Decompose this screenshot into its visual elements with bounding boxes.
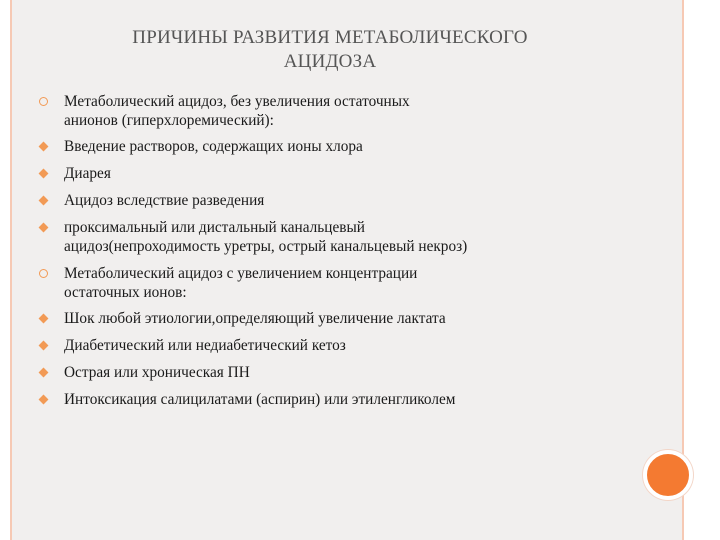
diamond-bullet-icon	[39, 395, 49, 405]
diamond-bullet-icon	[39, 314, 49, 324]
list-item-line: Диабетический или недиабетический кетоз	[64, 337, 346, 354]
bullet-list	[38, 92, 618, 417]
list-item	[38, 390, 618, 409]
list-item-text	[64, 309, 618, 328]
list-item-text	[64, 264, 618, 302]
list-item-line: Диарея	[64, 165, 111, 182]
slide-title	[60, 26, 600, 74]
list-item	[38, 137, 618, 156]
slide-title-line-1: ПРИЧИНЫ РАЗВИТИЯ МЕТАБОЛИЧЕСКОГО	[132, 27, 528, 48]
diamond-bullet-icon	[39, 169, 49, 179]
list-item-text	[64, 191, 618, 210]
list-item-text	[64, 92, 618, 130]
list-item-line: Интоксикация салицилатами (аспирин) или этиленгликолем	[64, 391, 456, 408]
list-item-text	[64, 390, 618, 409]
list-item-line: Шок любой этиологии,определяющий увеличение лактата	[64, 310, 446, 327]
diamond-bullet-icon	[39, 142, 49, 152]
list-item	[38, 191, 618, 210]
list-item-line: Введение растворов, содержащих ионы хлора	[64, 138, 363, 155]
list-item	[38, 218, 618, 256]
list-item-line: Метаболический ацидоз, без увеличения остаточных	[64, 93, 410, 110]
diamond-bullet-icon	[39, 196, 49, 206]
diamond-bullet-icon	[39, 341, 49, 351]
list-item-line: проксимальный или дистальный канальцевый	[64, 219, 365, 236]
list-item	[38, 363, 618, 382]
list-item	[38, 164, 618, 183]
circle-bullet-icon	[39, 97, 48, 106]
list-item	[38, 336, 618, 355]
circle-bullet-icon	[39, 269, 48, 278]
list-item	[38, 92, 618, 130]
list-item	[38, 264, 618, 302]
list-item-line: ацидоз(непроходимость уретры, острый канальцевый некроз)	[64, 238, 468, 255]
list-item-line: Метаболический ацидоз с увеличением концентрации	[64, 265, 418, 282]
decorative-orange-circle	[643, 450, 693, 500]
list-item-line: остаточных ионов:	[64, 284, 187, 301]
list-item-line: анионов (гиперхлоремический):	[64, 112, 274, 129]
diamond-bullet-icon	[39, 223, 49, 233]
list-item-text	[64, 137, 618, 156]
list-item-line: Ацидоз вследствие разведения	[64, 192, 265, 209]
diamond-bullet-icon	[39, 368, 49, 378]
list-item-text	[64, 336, 618, 355]
list-item	[38, 309, 618, 328]
list-item-text	[64, 218, 618, 256]
list-item-line: Острая или хроническая ПН	[64, 364, 250, 381]
slide-title-line-2: АЦИДОЗА	[283, 51, 377, 72]
list-item-text	[64, 164, 618, 183]
list-item-text	[64, 363, 618, 382]
